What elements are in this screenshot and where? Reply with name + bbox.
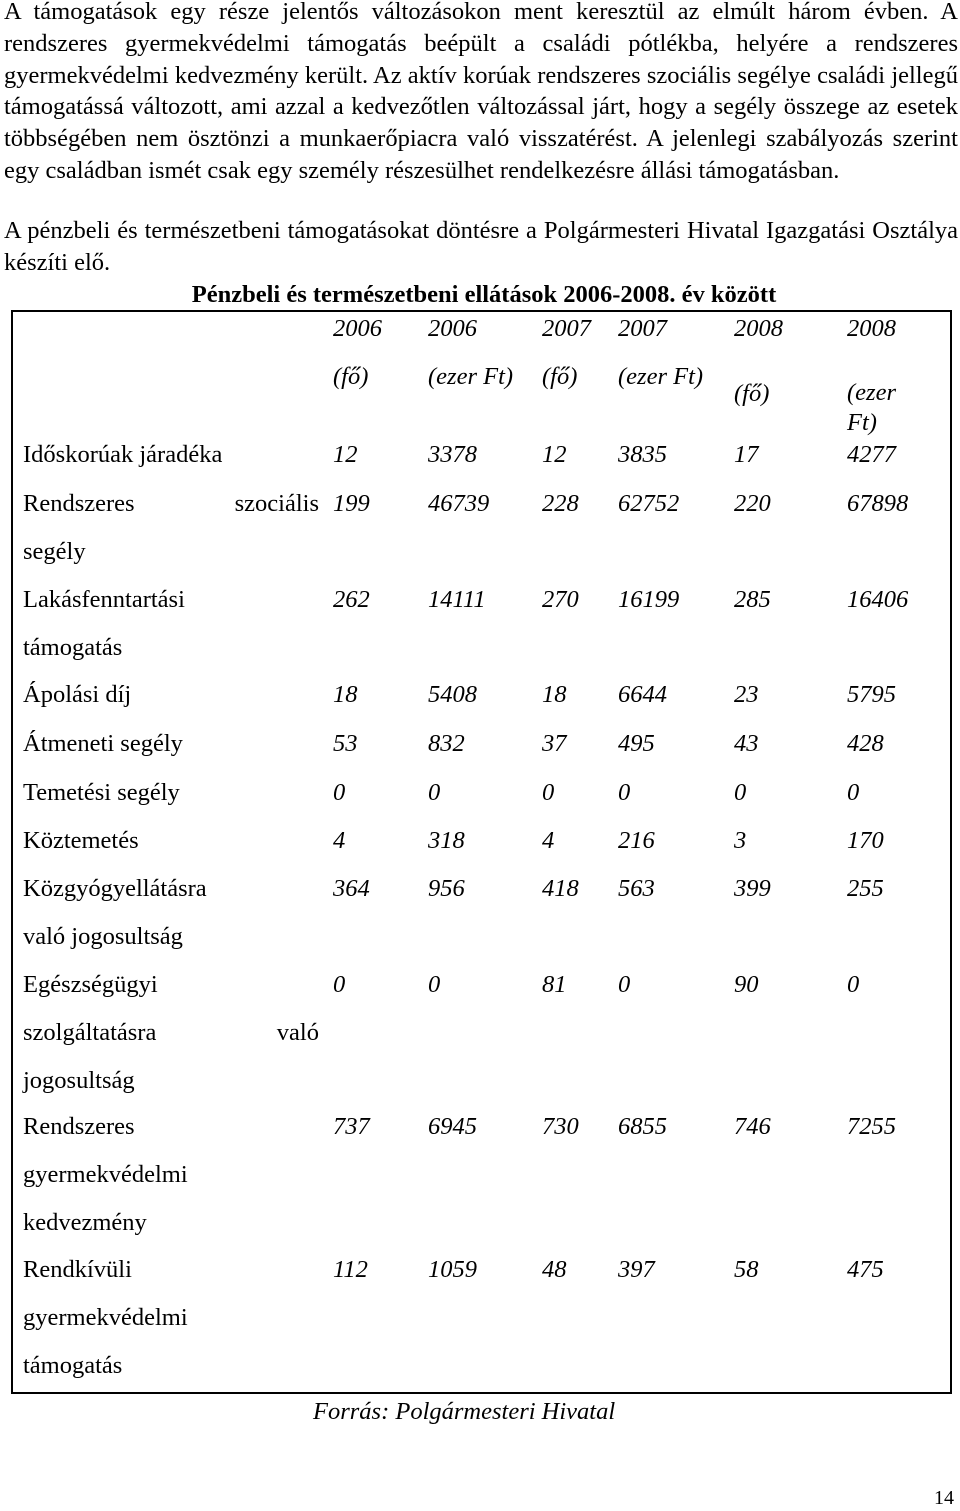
table-cell: 3378 [428, 441, 477, 468]
header-unit: Ft) [847, 409, 877, 436]
table-cell: 199 [333, 490, 370, 517]
table-cell: 228 [542, 490, 579, 517]
table-cell: 17 [734, 441, 759, 468]
row-label [23, 431, 319, 479]
table-cell: 399 [734, 875, 771, 902]
table-cell: 220 [734, 490, 771, 517]
row-label-line: Ápolási díj [23, 681, 132, 708]
row-label-line: Rendszeres [23, 1113, 135, 1140]
table-cell: 90 [734, 971, 759, 998]
table-cell: 5795 [847, 681, 896, 708]
row-label [23, 576, 319, 672]
page-number: 14 [934, 1487, 954, 1509]
table-cell: 3 [734, 827, 747, 854]
table-cell: 170 [847, 827, 884, 854]
row-label-line: Lakásfenntartási [23, 586, 185, 613]
table-cell: 0 [542, 779, 555, 806]
table-cell: 1059 [428, 1256, 477, 1283]
header-year: 2008 [734, 315, 783, 342]
row-label-line: kedvezmény [23, 1209, 147, 1236]
table-cell: 364 [333, 875, 370, 902]
table-cell: 0 [428, 779, 441, 806]
table-cell: 832 [428, 730, 465, 757]
row-label-line: Egészségügyi [23, 971, 158, 998]
row-label-line: támogatás [23, 634, 123, 661]
table-cell: 4 [542, 827, 555, 854]
table-cell: 81 [542, 971, 567, 998]
header-year: 2007 [618, 315, 667, 342]
row-label [23, 720, 319, 768]
table-cell: 3835 [618, 441, 667, 468]
table-cell: 23 [734, 681, 759, 708]
processing-paragraph: A pénzbeli és természetbeni támogatásokat döntésre a Polgármesteri Hivatal Igazgatási Osztálya készíti elő. [4, 217, 958, 276]
table-cell: 0 [734, 779, 747, 806]
table-title: Pénzbeli és természetbeni ellátások 2006-2008. év között [191, 281, 777, 308]
row-label-line: gyermekvédelmi [23, 1161, 188, 1188]
row-label [23, 671, 319, 719]
table-cell: 737 [333, 1113, 370, 1140]
table-cell: 46739 [428, 490, 490, 517]
table-cell: 0 [333, 971, 346, 998]
table-cell: 53 [333, 730, 358, 757]
table-cell: 746 [734, 1113, 771, 1140]
table-cell: 0 [333, 779, 346, 806]
table-cell: 418 [542, 875, 579, 902]
table-cell: 397 [618, 1256, 655, 1283]
table-cell: 48 [542, 1256, 567, 1283]
table-cell: 7255 [847, 1113, 896, 1140]
table-cell: 5408 [428, 681, 477, 708]
table-cell: 0 [847, 971, 860, 998]
table-cell: 16199 [618, 586, 680, 613]
table-cell: 262 [333, 586, 370, 613]
header-unit: (ezer [847, 379, 896, 406]
row-label-line: szolgáltatásra való [23, 1019, 319, 1046]
table-cell: 956 [428, 875, 465, 902]
table-cell: 12 [542, 441, 567, 468]
header-unit: (fő) [542, 363, 578, 390]
row-label-line: Időskorúak járadéka [23, 441, 223, 468]
table-cell: 270 [542, 586, 579, 613]
table-cell: 0 [618, 779, 631, 806]
row-label-line: Köztemetés [23, 827, 139, 854]
row-label [23, 1103, 319, 1247]
header-year: 2008 [847, 315, 896, 342]
benefits-table [11, 310, 952, 1394]
table-cell: 563 [618, 875, 655, 902]
table-cell: 12 [333, 441, 358, 468]
intro-paragraph: A támogatások egy része jelentős változásokon ment keresztül az elmúlt három évben. A rendszeres gyermekvédelmi támogatás beépült a családi pótlékba, helyére a rendszeres gyermekvédelmi kedvezmény került. Az aktív korúak rendszeres szociális segélye családi jellegű támogatássá változott, ami azzal a kedvezőtlen változással járt, hogy a segély összege az esetek többségében nem ösztönzi a munkaerőpiacra való visszatérést. A jelenlegi szabályozás szerint egy családban ismét csak egy személy részesülhet rendelkezésre állási támogatásban. [4, 0, 958, 184]
table-cell: 62752 [618, 490, 680, 517]
row-label [23, 961, 319, 1105]
header-unit: (fő) [734, 380, 770, 407]
table-cell: 285 [734, 586, 771, 613]
row-label [23, 865, 319, 961]
table-cell: 318 [428, 827, 465, 854]
table-cell: 495 [618, 730, 655, 757]
row-label-line: támogatás [23, 1352, 123, 1379]
table-cell: 6644 [618, 681, 667, 708]
row-label-line: gyermekvédelmi [23, 1304, 188, 1331]
table-cell: 58 [734, 1256, 759, 1283]
row-label-line: Temetési segély [23, 779, 180, 806]
table-cell: 112 [333, 1256, 368, 1283]
row-label-line: Rendszeres szociális [23, 490, 319, 517]
row-label [23, 817, 319, 865]
row-label [23, 769, 319, 817]
header-year: 2007 [542, 315, 591, 342]
row-label-line: Közgyógyellátásra [23, 875, 207, 902]
table-cell: 428 [847, 730, 884, 757]
table-cell: 255 [847, 875, 884, 902]
table-cell: 730 [542, 1113, 579, 1140]
row-label-line: segély [23, 538, 86, 565]
table-cell: 4 [333, 827, 346, 854]
table-cell: 6945 [428, 1113, 477, 1140]
row-label-line: Rendkívüli [23, 1256, 132, 1283]
table-cell: 6855 [618, 1113, 667, 1140]
table-cell: 0 [428, 971, 441, 998]
table-cell: 4277 [847, 441, 896, 468]
row-label-line: való jogosultság [23, 923, 183, 950]
row-label [23, 480, 319, 576]
table-cell: 18 [333, 681, 358, 708]
table-cell: 37 [542, 730, 567, 757]
table-cell: 67898 [847, 490, 909, 517]
table-cell: 475 [847, 1256, 884, 1283]
table-cell: 14111 [428, 586, 486, 613]
table-cell: 18 [542, 681, 567, 708]
header-unit: (ezer Ft) [618, 363, 704, 390]
table-cell: 0 [847, 779, 860, 806]
table-source: Forrás: Polgármesteri Hivatal [313, 1398, 616, 1425]
row-label [23, 1246, 319, 1390]
table-cell: 216 [618, 827, 655, 854]
table-cell: 16406 [847, 586, 909, 613]
header-unit: (ezer Ft) [428, 363, 514, 390]
table-cell: 43 [734, 730, 759, 757]
header-unit: (fő) [333, 363, 369, 390]
row-label-line: Átmeneti segély [23, 730, 183, 757]
table-cell: 0 [618, 971, 631, 998]
header-year: 2006 [333, 315, 382, 342]
header-year: 2006 [428, 315, 477, 342]
row-label-line: jogosultság [23, 1067, 135, 1094]
